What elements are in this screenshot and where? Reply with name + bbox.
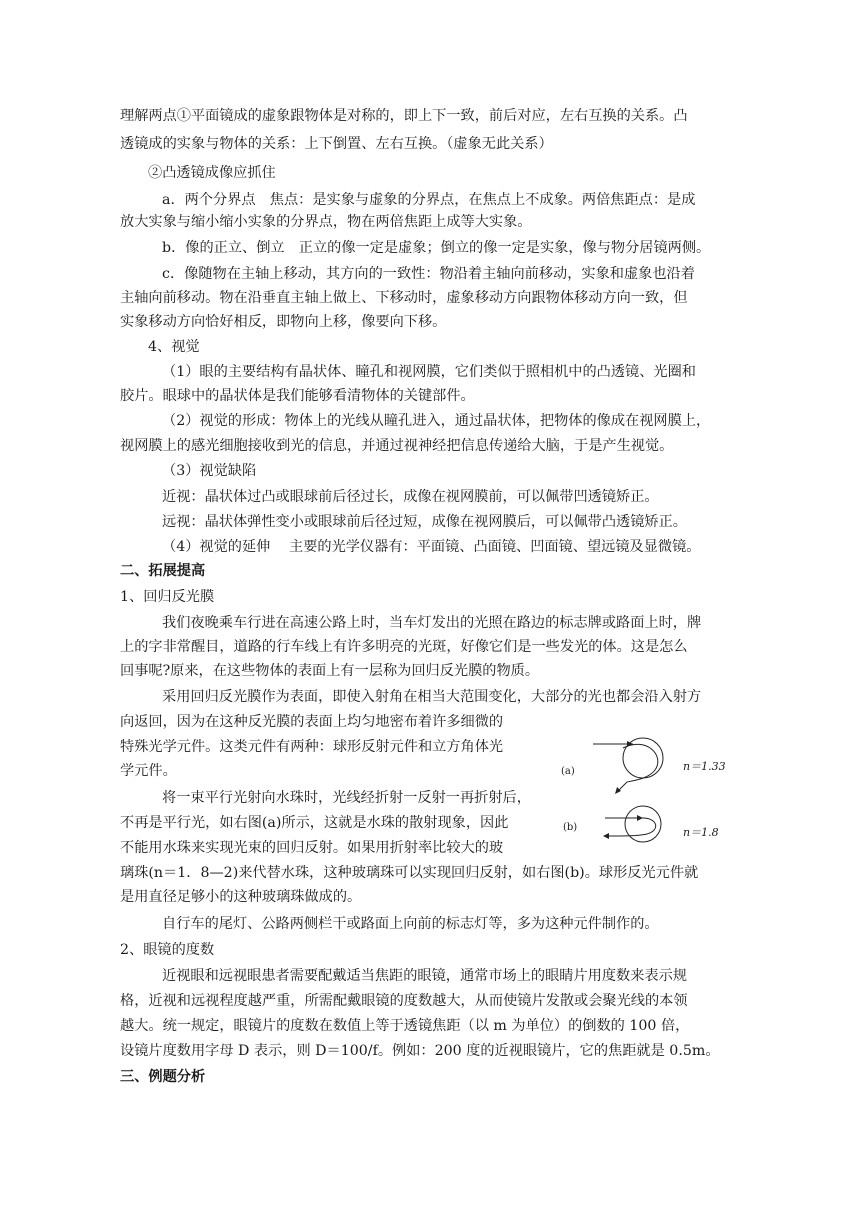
text-line: 将一束平行光射向水珠时，光线经折射一反射一再折射后， [162,790,531,806]
figure-b [563,806,719,842]
subsection-title: 2、眼镜的度数 [120,942,215,958]
text-line: （1）眼的主要结构有晶状体、瞳孔和视网膜，它们类似于照相机中的凸透镜、光圈和 [162,364,696,380]
figure-a-label: (a) [561,766,575,777]
text-line: 越大。统一规定，眼镜片的度数在数值上等于透镜焦距（以 m 为单位）的倒数的 100 倍， [120,1018,690,1034]
text-line: 自行车的尾灯、公路两侧栏干或路面上向前的标志灯等，多为这种元件制作的。 [162,916,659,932]
text-line: 透镜成的实象与物体的关系：上下倒置、左右互换。（虚象无此关系） [120,136,553,152]
section-heading: 4、视觉 [148,339,200,355]
text-line: 不再是平行光，如右图(a)所示，这就是水珠的散射现象，因此 [120,815,509,831]
text-line: 向返回，因为在这种反光膜的表面上均匀地密布着许多细微的 [120,714,504,730]
text-line: 近视眼和远视眼患者需要配戴适当焦距的眼镜，通常市场上的眼睛片用度数来表示规 [162,968,687,984]
subsection-title: 1、回归反光膜 [120,589,215,605]
text-line: 格，近视和远视程度越严重，所需配戴眼镜的度数越大，从而使镜片发散或会聚光线的本领 [120,993,688,1009]
text-line: 是用直径足够小的这种玻璃珠做成的。 [120,889,362,905]
figure-b-index: n＝1.8 [683,826,719,839]
text-line: 设镜片度数用字母 D 表示，则 D＝100/f。例如：200 度的近视眼镜片，它的焦距就是 0.5m。 [120,1043,720,1059]
text-line: 主轴向前移动。物在沿垂直主轴上做上、下移动时，虚象移动方向跟物体移动方向一致，但 [120,290,688,306]
text-line: 实象移动方向恰好相反，即物向上移，像要向下移。 [120,314,447,330]
figure-a-index: n＝1.33 [683,760,726,773]
text-line: 不能用水珠来实现光束的回归反射。如果用折射率比较大的玻 [120,840,504,856]
text-line: c．像随物在主轴上移动，其方向的一致性：物沿着主轴向前移动，实象和虚象也沿着 [162,266,695,282]
text-line: 学元件。 [120,763,177,779]
text-line: 特殊光学元件。这类元件有两种：球形反射元件和立方角体光 [120,739,504,755]
text-line: 我们夜晚乘车行进在高速公路上时，当车灯发出的光照在路边的标志牌或路面上时，牌 [162,615,702,631]
retroreflection-figure [555,726,755,846]
text-line: 视网膜上的感光细胞接收到光的信息，并通过视神经把信息传递给大脑，于是产生视觉。 [120,438,674,454]
figure-b-label: (b) [563,822,578,833]
text-line: 回事呢?原来，在这些物体的表面上有一层称为回归反光膜的物质。 [120,663,540,679]
text-line: 放大实象与缩小缩小实象的分界点，物在两倍焦距上成等大实象。 [120,214,532,230]
text-line: （4）视觉的延伸 主要的光学仪器有：平面镜、凸面镜、凹面镜、望远镜及显微镜。 [162,539,701,555]
text-line: b．像的正立、倒立 正立的像一定是虚象；倒立的像一定是实象，像与物分居镜两侧。 [162,240,711,256]
text-line: （2）视觉的形成：物体上的光线从瞳孔进入，通过晶状体，把物体的像成在视网膜上， [162,413,711,429]
section-title: 三、例题分析 [120,1069,206,1085]
figure-a [561,738,726,794]
text-line: ②凸透镜成像应抓住 [148,165,276,181]
text-line: 近视：晶状体过凸或眼球前后径过长，成像在视网膜前，可以佩带凹透镜矫正。 [162,489,659,505]
text-line: 璃珠(n＝1．8—2)来代替水珠，这种玻璃珠可以实现回归反射，如右图(b)。球形反光元件就 [120,865,699,881]
section-title: 二、拓展提高 [120,563,206,579]
text-line: 理解两点①平面镜成的虚象跟物体是对称的，即上下一致，前后对应，左右互换的关系。凸 [120,108,688,124]
text-line: 远视：晶状体弹性变小或眼球前后径过短，成像在视网膜后，可以佩带凸透镜矫正。 [162,514,687,530]
text-line: 采用回归反光膜作为表面，即使入射角在相当大范围变化，大部分的光也都会沿入射方 [162,689,702,705]
text-line: 胶片。眼球中的晶状体是我们能够看清物体的关键部件。 [120,388,475,404]
text-line: a．两个分界点 焦点：是实象与虚象的分界点，在焦点上不成象。两倍焦距点：是成 [162,192,696,208]
text-line: （3）视觉缺陷 [162,463,257,479]
text-line: 上的字非常醒目，道路的行车线上有许多明亮的光斑，好像它们是一些发光的体。这是怎么 [120,639,688,655]
